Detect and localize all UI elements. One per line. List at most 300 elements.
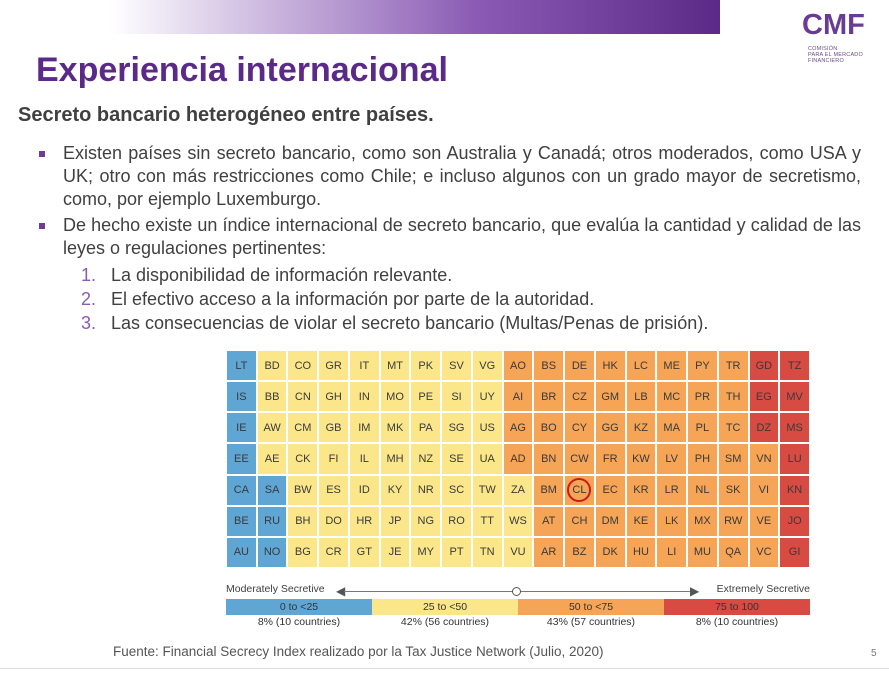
numbered-text: La disponibilidad de información relevante. [111, 265, 453, 285]
country-cell-mh [380, 443, 411, 474]
country-code: VU [510, 546, 526, 559]
country-cell-pt [441, 537, 472, 568]
country-code: TR [725, 359, 741, 372]
country-cell-eg [749, 381, 780, 412]
country-cell-ch [564, 506, 595, 537]
country-cell-lk [656, 506, 687, 537]
country-code: LK [664, 515, 679, 528]
country-cell-uy [472, 381, 503, 412]
country-code: AU [233, 546, 249, 559]
country-code: PE [418, 390, 434, 403]
country-code: SE [449, 452, 464, 465]
slide-subtitle: Secreto bancario heterogéneo entre países. [18, 104, 434, 126]
country-code: KN [786, 484, 803, 497]
country-cell-sa [257, 475, 288, 506]
country-code: TT [480, 515, 494, 528]
country-cell-lc [626, 350, 657, 381]
country-cell-ma [656, 412, 687, 443]
country-cell-ie [226, 412, 257, 443]
country-cell-dk [595, 537, 626, 568]
country-code: AR [541, 546, 557, 559]
country-cell-id [349, 475, 380, 506]
country-code: BH [295, 515, 311, 528]
country-cell-gh [318, 381, 349, 412]
country-code: BS [541, 359, 557, 372]
bullet-text: De hecho existe un índice internacional de secreto bancario, que evalúa la cantidad y calidad de las leyes o regulaciones pertinentes: [63, 215, 861, 258]
numbered-item [36, 287, 861, 311]
country-code: BN [541, 452, 557, 465]
country-code: BM [540, 484, 557, 497]
country-code: WS [509, 515, 527, 528]
country-code: KW [632, 452, 650, 465]
slide-content [36, 142, 861, 335]
country-code: BW [293, 484, 312, 497]
country-code: AG [510, 421, 526, 434]
country-code: VC [756, 546, 772, 559]
country-cell-at [533, 506, 564, 537]
country-code: DO [325, 515, 342, 528]
country-cell-bz [564, 537, 595, 568]
country-cell-gr [318, 350, 349, 381]
country-cell-is [226, 381, 257, 412]
country-code: MV [786, 390, 803, 403]
country-cell-tn [472, 537, 503, 568]
country-code: MO [386, 390, 404, 403]
country-code: CN [294, 390, 311, 403]
country-cell-rw [718, 506, 749, 537]
logo-line: COMISIÓN [808, 46, 838, 52]
country-cell-vn [749, 443, 780, 474]
country-code: TC [725, 421, 741, 434]
country-code: BZ [572, 546, 587, 559]
country-cell-lb [626, 381, 657, 412]
country-cell-cw [564, 443, 595, 474]
logo-line: FINANCIERO [808, 58, 844, 64]
country-cell-ve [749, 506, 780, 537]
country-code: NZ [418, 452, 434, 465]
country-cell-cr [318, 537, 349, 568]
country-cell-sm [718, 443, 749, 474]
country-code: LB [634, 390, 648, 403]
country-cell-es [318, 475, 349, 506]
country-cell-sc [441, 475, 472, 506]
country-code: BO [540, 421, 557, 434]
country-code: NG [417, 515, 435, 528]
scale-band-orange: 50 to <75 [518, 599, 664, 615]
country-code: IN [358, 390, 370, 403]
country-code: KY [387, 484, 403, 497]
country-cell-hr [349, 506, 380, 537]
country-code: PH [694, 452, 711, 465]
country-cell-si [441, 381, 472, 412]
scale-midpoint-dot [512, 587, 521, 596]
arrow-right-icon: ▶ [690, 584, 700, 598]
country-code: QA [725, 546, 742, 559]
country-cell-vu [503, 537, 534, 568]
country-cell-bw [287, 475, 318, 506]
country-cell-us [472, 412, 503, 443]
country-code: GB [325, 421, 342, 434]
arrow-left-icon: ◀ [336, 584, 346, 598]
country-cell-fr [595, 443, 626, 474]
country-cell-vg [472, 350, 503, 381]
country-cell-it [349, 350, 380, 381]
country-code: EG [755, 390, 772, 403]
country-cell-cy [564, 412, 595, 443]
country-cell-se [441, 443, 472, 474]
country-code: UY [479, 390, 495, 403]
country-code: SI [451, 390, 462, 403]
country-code: VG [479, 359, 496, 372]
cmf-logo-text: CMF [802, 9, 865, 38]
country-cell-vi [749, 475, 780, 506]
country-code: MK [386, 421, 404, 434]
country-cell-pr [687, 381, 718, 412]
country-code: GR [325, 359, 342, 372]
country-code: KE [633, 515, 649, 528]
country-cell-bo [533, 412, 564, 443]
country-cell-pa [410, 412, 441, 443]
country-cell-be [226, 506, 257, 537]
secrecy-index-grid [226, 350, 810, 568]
item-number: 2. [81, 289, 97, 309]
country-cell-cl [564, 475, 595, 506]
country-cell-bh [287, 506, 318, 537]
country-cell-ar [533, 537, 564, 568]
country-cell-ao [503, 350, 534, 381]
country-code: CR [325, 546, 342, 559]
country-code: LT [235, 359, 248, 372]
country-code: CL [572, 484, 587, 497]
scale-share-blue: 8% (10 countries) [257, 616, 341, 628]
country-code: FI [328, 452, 339, 465]
country-cell-ke [626, 506, 657, 537]
item-number: 1. [81, 265, 97, 285]
scale-right-label: Extremely Secretive [716, 583, 810, 595]
country-code: HU [633, 546, 649, 559]
country-code: AW [263, 421, 281, 434]
country-code: ZA [510, 484, 526, 497]
country-code: SK [725, 484, 741, 497]
country-cell-bm [533, 475, 564, 506]
country-code: MA [663, 421, 680, 434]
country-cell-ee [226, 443, 257, 474]
country-cell-br [533, 381, 564, 412]
country-cell-ws [503, 506, 534, 537]
country-code: IL [359, 452, 369, 465]
country-code: BD [264, 359, 280, 372]
country-cell-in [349, 381, 380, 412]
country-code: CW [570, 452, 589, 465]
country-code: HR [356, 515, 373, 528]
country-code: BE [234, 515, 249, 528]
country-code: RU [264, 515, 281, 528]
country-code: CO [294, 359, 312, 372]
country-code: PR [694, 390, 711, 403]
country-cell-im [349, 412, 380, 443]
country-code: SC [448, 484, 465, 497]
country-cell-bn [533, 443, 564, 474]
country-code: PL [695, 421, 710, 434]
country-cell-dm [595, 506, 626, 537]
country-code: MX [694, 515, 711, 528]
country-code: LU [787, 452, 802, 465]
country-code: DK [602, 546, 618, 559]
country-cell-lt [226, 350, 257, 381]
country-code: NR [417, 484, 434, 497]
country-cell-nz [410, 443, 441, 474]
country-code: KZ [633, 421, 648, 434]
country-code: LC [633, 359, 648, 372]
country-code: JE [388, 546, 402, 559]
country-code: TW [478, 484, 496, 497]
country-cell-ae [257, 443, 288, 474]
country-cell-lu [779, 443, 810, 474]
cmf-logo-mark [802, 8, 874, 38]
country-cell-ai [503, 381, 534, 412]
country-cell-ru [257, 506, 288, 537]
country-cell-ag [503, 412, 534, 443]
country-code: TN [479, 546, 495, 559]
country-cell-ms [779, 412, 810, 443]
country-code: FR [602, 452, 618, 465]
country-cell-kn [779, 475, 810, 506]
footer-divider [0, 668, 889, 669]
country-code: ME [663, 359, 680, 372]
item-number: 3. [81, 313, 97, 333]
cmf-logo [796, 8, 880, 88]
country-cell-kw [626, 443, 657, 474]
country-cell-mu [687, 537, 718, 568]
country-cell-aw [257, 412, 288, 443]
country-cell-bg [287, 537, 318, 568]
country-code: GI [788, 546, 801, 559]
country-code: US [479, 421, 495, 434]
country-code: SA [264, 484, 280, 497]
square-bullet-icon [39, 151, 45, 157]
country-code: CZ [572, 390, 587, 403]
country-cell-bs [533, 350, 564, 381]
country-code: AI [512, 390, 524, 403]
country-code: VN [756, 452, 772, 465]
country-code: PT [449, 546, 464, 559]
country-code: VI [758, 484, 770, 497]
country-code: MY [417, 546, 435, 559]
country-cell-gt [349, 537, 380, 568]
country-code: GT [356, 546, 372, 559]
country-cell-cn [287, 381, 318, 412]
country-code: PK [418, 359, 434, 372]
scale-share-red: 8% (10 countries) [695, 616, 779, 628]
country-cell-tr [718, 350, 749, 381]
country-code: IE [236, 421, 247, 434]
country-cell-lr [656, 475, 687, 506]
country-cell-sv [441, 350, 472, 381]
country-code: VE [756, 515, 772, 528]
country-cell-de [564, 350, 595, 381]
numbered-item [36, 311, 861, 335]
country-cell-ro [441, 506, 472, 537]
country-cell-pl [687, 412, 718, 443]
country-cell-jp [380, 506, 411, 537]
country-cell-no [257, 537, 288, 568]
country-code: MH [386, 452, 404, 465]
country-cell-il [349, 443, 380, 474]
country-cell-py [687, 350, 718, 381]
country-code: DE [571, 359, 588, 372]
page-number: 5 [871, 648, 877, 659]
country-code: MT [387, 359, 403, 372]
country-code: AO [510, 359, 526, 372]
scale-left-label: Moderately Secretive [226, 583, 325, 595]
country-code: SG [448, 421, 465, 434]
country-code: IT [359, 359, 370, 372]
header-gradient-bar [110, 0, 720, 34]
country-code: AE [264, 452, 280, 465]
country-code: EC [602, 484, 618, 497]
country-code: CM [294, 421, 312, 434]
country-cell-tz [779, 350, 810, 381]
country-cell-kr [626, 475, 657, 506]
country-cell-tt [472, 506, 503, 537]
country-code: TH [725, 390, 741, 403]
country-code: BB [264, 390, 280, 403]
country-cell-sg [441, 412, 472, 443]
country-code: PA [418, 421, 433, 434]
country-cell-vc [749, 537, 780, 568]
country-code: MC [663, 390, 681, 403]
scale-share-yellow: 42% (56 countries) [400, 616, 490, 628]
country-cell-do [318, 506, 349, 537]
country-code: GM [601, 390, 620, 403]
scale-share-orange: 43% (57 countries) [546, 616, 636, 628]
source-footnote: Fuente: Financial Secrecy Index realizado por la Tax Justice Network (Julio, 2020) [113, 644, 604, 659]
country-code: AD [510, 452, 526, 465]
country-code: RO [448, 515, 465, 528]
numbered-text: Las consecuencias de violar el secreto bancario (Multas/Penas de prisión). [111, 313, 709, 333]
country-code: JP [388, 515, 402, 528]
country-code: EE [234, 452, 249, 465]
country-cell-dz [749, 412, 780, 443]
square-bullet-icon [39, 223, 45, 229]
country-cell-lv [656, 443, 687, 474]
country-code: CH [571, 515, 588, 528]
country-code: AT [542, 515, 556, 528]
country-code: LI [667, 546, 677, 559]
country-code: MU [693, 546, 711, 559]
country-cell-pe [410, 381, 441, 412]
country-code: ES [326, 484, 341, 497]
country-code: GH [325, 390, 342, 403]
country-code: BG [294, 546, 311, 559]
country-code: JO [787, 515, 802, 528]
country-cell-gd [749, 350, 780, 381]
country-cell-mk [380, 412, 411, 443]
country-code: IS [236, 390, 247, 403]
country-cell-mt [380, 350, 411, 381]
country-code: LR [664, 484, 679, 497]
country-code: CY [571, 421, 588, 434]
country-code: SM [724, 452, 742, 465]
country-cell-ck [287, 443, 318, 474]
country-code: CA [233, 484, 249, 497]
country-cell-ec [595, 475, 626, 506]
country-cell-gi [779, 537, 810, 568]
country-cell-co [287, 350, 318, 381]
country-code: NL [695, 484, 710, 497]
country-cell-ua [472, 443, 503, 474]
country-cell-mx [687, 506, 718, 537]
cmf-logo-subtitle [808, 46, 888, 64]
country-cell-li [656, 537, 687, 568]
country-cell-gg [595, 412, 626, 443]
country-code: RW [724, 515, 743, 528]
country-cell-gb [318, 412, 349, 443]
country-cell-fi [318, 443, 349, 474]
country-cell-je [380, 537, 411, 568]
country-code: BR [541, 390, 557, 403]
country-code: LV [665, 452, 678, 465]
country-cell-mc [656, 381, 687, 412]
country-cell-bd [257, 350, 288, 381]
country-code: KR [633, 484, 649, 497]
country-cell-tc [718, 412, 749, 443]
secrecy-scale-legend [226, 581, 810, 631]
country-cell-ph [687, 443, 718, 474]
country-cell-hu [626, 537, 657, 568]
country-cell-ca [226, 475, 257, 506]
country-cell-cz [564, 381, 595, 412]
country-code: MS [786, 421, 803, 434]
bullet-item [36, 214, 861, 260]
country-cell-bb [257, 381, 288, 412]
country-code: PY [695, 359, 710, 372]
country-code: DZ [756, 421, 772, 434]
country-code: DM [601, 515, 619, 528]
country-code: IM [358, 421, 371, 434]
country-cell-ng [410, 506, 441, 537]
country-cell-cm [287, 412, 318, 443]
country-code: HK [602, 359, 618, 372]
country-code: ID [358, 484, 370, 497]
country-cell-sk [718, 475, 749, 506]
country-code: GG [601, 421, 619, 434]
country-cell-hk [595, 350, 626, 381]
country-cell-tw [472, 475, 503, 506]
country-cell-ky [380, 475, 411, 506]
country-code: SV [449, 359, 464, 372]
country-cell-mo [380, 381, 411, 412]
country-cell-pk [410, 350, 441, 381]
country-cell-jo [779, 506, 810, 537]
bullet-text: Existen países sin secreto bancario, como son Australia y Canadá; otros moderados, como USA y UK; otro con más restricciones como Chile; e incluso algunos con un grado mayor de secretismo, como, por ejemplo Luxemburgo. [63, 143, 861, 209]
country-code: UA [479, 452, 495, 465]
scale-band-red: 75 to 100 [664, 599, 810, 615]
country-cell-ad [503, 443, 534, 474]
country-code: CK [295, 452, 311, 465]
numbered-item [36, 263, 861, 287]
country-cell-th [718, 381, 749, 412]
country-cell-au [226, 537, 257, 568]
country-cell-nr [410, 475, 441, 506]
country-code: GD [755, 359, 773, 372]
country-code: TZ [787, 359, 802, 372]
country-cell-qa [718, 537, 749, 568]
bullet-item [36, 142, 861, 211]
scale-band-yellow: 25 to <50 [372, 599, 518, 615]
country-cell-mv [779, 381, 810, 412]
country-cell-nl [687, 475, 718, 506]
